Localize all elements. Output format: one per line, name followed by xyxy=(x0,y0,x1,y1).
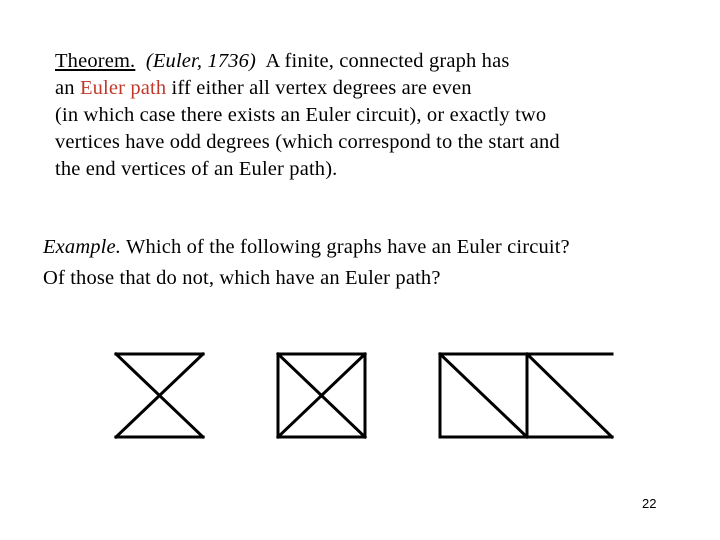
theorem-heading: Theorem. xyxy=(55,50,136,72)
page-number: 22 xyxy=(642,496,657,511)
theorem-line-3: (in which case there exists an Euler circuit), or exactly two xyxy=(55,104,547,126)
example-line-1-text: Which of the following graphs have an Euler circuit? xyxy=(125,236,570,258)
graph-two-squares xyxy=(440,354,612,437)
theorem-line-5: the end vertices of an Euler path). xyxy=(55,158,338,180)
euler-path-term: Euler path xyxy=(79,77,167,99)
graph3-right-diagonal xyxy=(527,354,612,437)
graph3-left-diagonal xyxy=(440,354,527,437)
theorem-attribution: (Euler, 1736) xyxy=(145,50,257,72)
graph-hourglass xyxy=(116,354,203,437)
example-line-2: Of those that do not, which have an Euler path? xyxy=(43,267,441,289)
theorem-line-4: vertices have odd degrees (which correspond to the start and xyxy=(55,131,560,153)
theorem-line-2-text: iff either all vertex degrees are even xyxy=(171,77,472,99)
example-label: Example. xyxy=(43,236,122,258)
graph-square-with-diagonals xyxy=(278,354,365,437)
theorem-line-1-text: A finite, connected graph has xyxy=(265,50,510,72)
theorem-line-2-prefix: an xyxy=(55,77,75,99)
